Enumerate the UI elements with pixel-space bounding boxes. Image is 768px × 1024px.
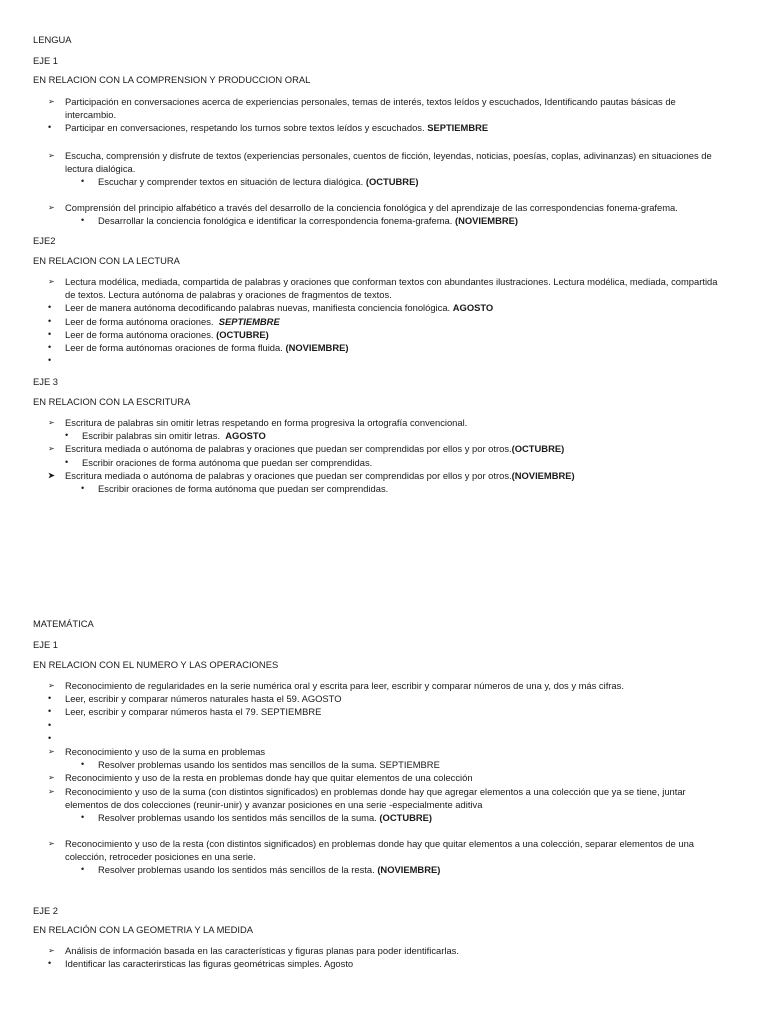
- matematica-eje2-heading: EN RELACIÓN CON LA GEOMETRIA Y LA MEDIDA: [33, 924, 254, 935]
- list-item: ➢ Reconocimiento de regularidades en la serie numérica oral y escrita para leer, escribir y comparar números de una y, dos y más cifras.: [48, 680, 624, 691]
- bullet-icon: •: [81, 176, 85, 187]
- bullet-icon: •: [48, 706, 52, 717]
- lengua-eje1-heading: EN RELACION CON LA COMPRENSION Y PRODUCCION ORAL: [33, 74, 311, 85]
- lengua-eje2-heading: EN RELACION CON LA LECTURA: [33, 255, 180, 266]
- list-item-empty: [0, 719, 768, 732]
- bullet-icon: •: [48, 328, 52, 339]
- bullet-icon: •: [48, 958, 52, 969]
- lengua-eje2-list: [0, 275, 768, 367]
- arrow-bullet-icon: ➢: [48, 839, 55, 848]
- arrow-bullet-icon: ➢: [48, 277, 55, 286]
- arrow-bullet-icon: ➢: [48, 681, 55, 690]
- list-item: • Participar en conversaciones, respetando los turnos sobre textos leídos y escuchados. SEPTIEMBRE: [48, 122, 489, 134]
- list-item: ➤ Escritura mediada o autónoma de palabras y oraciones que puedan ser comprendidas por ellos y por otros.(NOVIEMBRE): [48, 469, 575, 481]
- lengua-eje2-label: EJE2: [33, 235, 56, 246]
- arrow-bullet-icon: ➢: [48, 203, 55, 212]
- matematica-eje2-label: EJE 2: [33, 905, 59, 916]
- lengua-eje3-label: EJE 3: [33, 376, 59, 387]
- list-item: ➢ Escritura de palabras sin omitir letras respetando en forma progresiva la ortografía convencional.: [48, 417, 468, 428]
- lengua-eje1-list-c: [0, 201, 768, 227]
- list-item: ➢ Comprensión del principio alfabético a través del desarrollo de la conciencia fonológica y del aprendizaje de las correspondencias fonema-grafema.: [48, 202, 678, 213]
- bullet-icon: •: [65, 456, 69, 467]
- bullet-icon: •: [48, 342, 52, 353]
- list-item: ➢ Reconocimiento y uso de la resta en problemas donde hay que quitar elementos de una colección: [48, 772, 473, 784]
- lengua-eje3-heading: EN RELACION CON LA ESCRITURA: [33, 396, 191, 407]
- section-title-lengua: LENGUA: [33, 34, 72, 45]
- list-item: ➢ Reconocimiento y uso de la suma (con distintos significados) en problemas donde hay que agregar elementos a una colección que ya se tiene, juntar elementos de dos colecciones (reunir-unir) y avanzar posiciones en una serie -especialmente aditiva: [48, 785, 686, 810]
- section-title-matematica: MATEMÁTICA: [33, 618, 94, 629]
- lengua-eje3-list: [0, 416, 768, 495]
- arrow-bullet-icon: ➢: [48, 946, 55, 955]
- list-item: • Leer, escribir y comparar números naturales hasta el 59. AGOSTO: [48, 693, 342, 705]
- list-item: ➢ Escritura mediada o autónoma de palabras y oraciones que puedan ser comprendidas por ellos y por otros.(OCTUBRE): [48, 443, 565, 455]
- list-item: • Escribir oraciones de forma autónoma que puedan ser comprendidas.: [65, 456, 373, 468]
- bullet-icon: •: [81, 215, 85, 226]
- arrow-bullet-icon: ➢: [48, 418, 55, 427]
- matematica-eje2-list: [0, 944, 768, 970]
- list-item-empty: [0, 354, 768, 367]
- matematica-eje1-list-b: [0, 837, 768, 877]
- list-item: • Desarrollar la conciencia fonológica e identificar la correspondencia fonema-grafema. (NOVIEMBRE): [81, 215, 518, 227]
- list-item: • Resolver problemas usando los sentidos mas sencillos de la suma. SEPTIEMBRE: [81, 759, 440, 771]
- list-item: • Leer de forma autónoma oraciones. (OCTUBRE): [48, 328, 269, 340]
- arrow-bullet-icon: ➢: [48, 786, 55, 796]
- list-item: ➢ Reconocimiento y uso de la suma en problemas: [48, 746, 266, 758]
- bullet-icon: •: [48, 122, 52, 133]
- bullet-icon: •: [65, 430, 69, 441]
- bullet-icon: •: [48, 355, 52, 366]
- lengua-eje1-label: EJE 1: [33, 55, 59, 66]
- bullet-icon: •: [81, 812, 85, 823]
- list-item: ➢ Análisis de información basada en las características y figuras planas para poder identificarlas.: [48, 945, 459, 956]
- bullet-icon: •: [81, 759, 85, 770]
- lengua-eje1-list-b: [0, 149, 768, 189]
- matematica-eje1-list-a: [0, 679, 768, 824]
- list-item: • Escribir oraciones de forma autónoma que puedan ser comprendidas.: [81, 483, 389, 495]
- arrow-bullet-icon: ➢: [48, 747, 55, 757]
- bullet-icon: •: [48, 693, 52, 704]
- list-item-empty: [0, 732, 768, 745]
- list-item: ➢ Reconocimiento y uso de la resta (con distintos significados) en problemas donde hay que quitar elementos a una colección, separar elementos de una colección, retroceder posiciones en una serie.: [48, 838, 695, 863]
- arrow-bullet-icon: ➢: [48, 444, 55, 454]
- arrow-bullet-icon: ➢: [48, 773, 55, 783]
- bullet-icon: •: [48, 315, 52, 326]
- bullet-icon: •: [48, 732, 52, 743]
- list-item: • Leer de forma autónoma oraciones. SEPTIEMBRE: [48, 315, 280, 327]
- bullet-icon: •: [48, 302, 52, 313]
- bullet-icon: •: [48, 719, 52, 730]
- list-item: • Identificar las caracterirsticas las figuras geométricas simples. Agosto: [48, 958, 354, 970]
- list-item: • Escribir palabras sin omitir letras. AGOSTO: [65, 430, 266, 442]
- list-item: • Leer, escribir y comparar números hasta el 79. SEPTIEMBRE: [48, 706, 322, 718]
- bullet-icon: •: [81, 864, 85, 875]
- arrow-bullet-icon: ➤: [48, 470, 55, 480]
- list-item: • Escuchar y comprender textos en situación de lectura dialógica. (OCTUBRE): [81, 176, 419, 188]
- list-item: • Resolver problemas usando los sentidos más sencillos de la suma. (OCTUBRE): [81, 812, 433, 824]
- list-item: ➢ Participación en conversaciones acerca de experiencias personales, temas de interés, textos leídos y escuchados, Identificando pautas básicas de intercambio.: [48, 96, 676, 121]
- list-item: • Leer de forma autónomas oraciones de forma fluida. (NOVIEMBRE): [48, 342, 349, 354]
- arrow-bullet-icon: ➢: [48, 151, 55, 160]
- list-item: ➢ Escucha, comprensión y disfrute de textos (experiencias personales, cuentos de ficción, leyendas, noticias, poesías, coplas, adivinanzas) en situaciones de lectura dialógica.: [48, 150, 712, 175]
- matematica-eje1-heading: EN RELACION CON EL NUMERO Y LAS OPERACIONES: [33, 659, 279, 670]
- list-item: • Leer de manera autónoma decodificando palabras nuevas, manifiesta conciencia fonológica. AGOSTO: [48, 302, 494, 314]
- arrow-bullet-icon: ➢: [48, 97, 55, 106]
- list-item: ➢ Lectura modélica, mediada, compartida de palabras y oraciones que conforman textos con abundantes ilustraciones. Lectura modélica, mediada, compartida de textos. Lectura autónoma de palabras y oraciones de fragmentos de textos.: [48, 276, 718, 301]
- matematica-eje1-label: EJE 1: [33, 639, 59, 650]
- bullet-icon: •: [81, 483, 85, 494]
- list-item: • Resolver problemas usando los sentidos más sencillos de la resta. (NOVIEMBRE): [81, 864, 441, 876]
- lengua-eje1-list-a: [0, 95, 768, 135]
